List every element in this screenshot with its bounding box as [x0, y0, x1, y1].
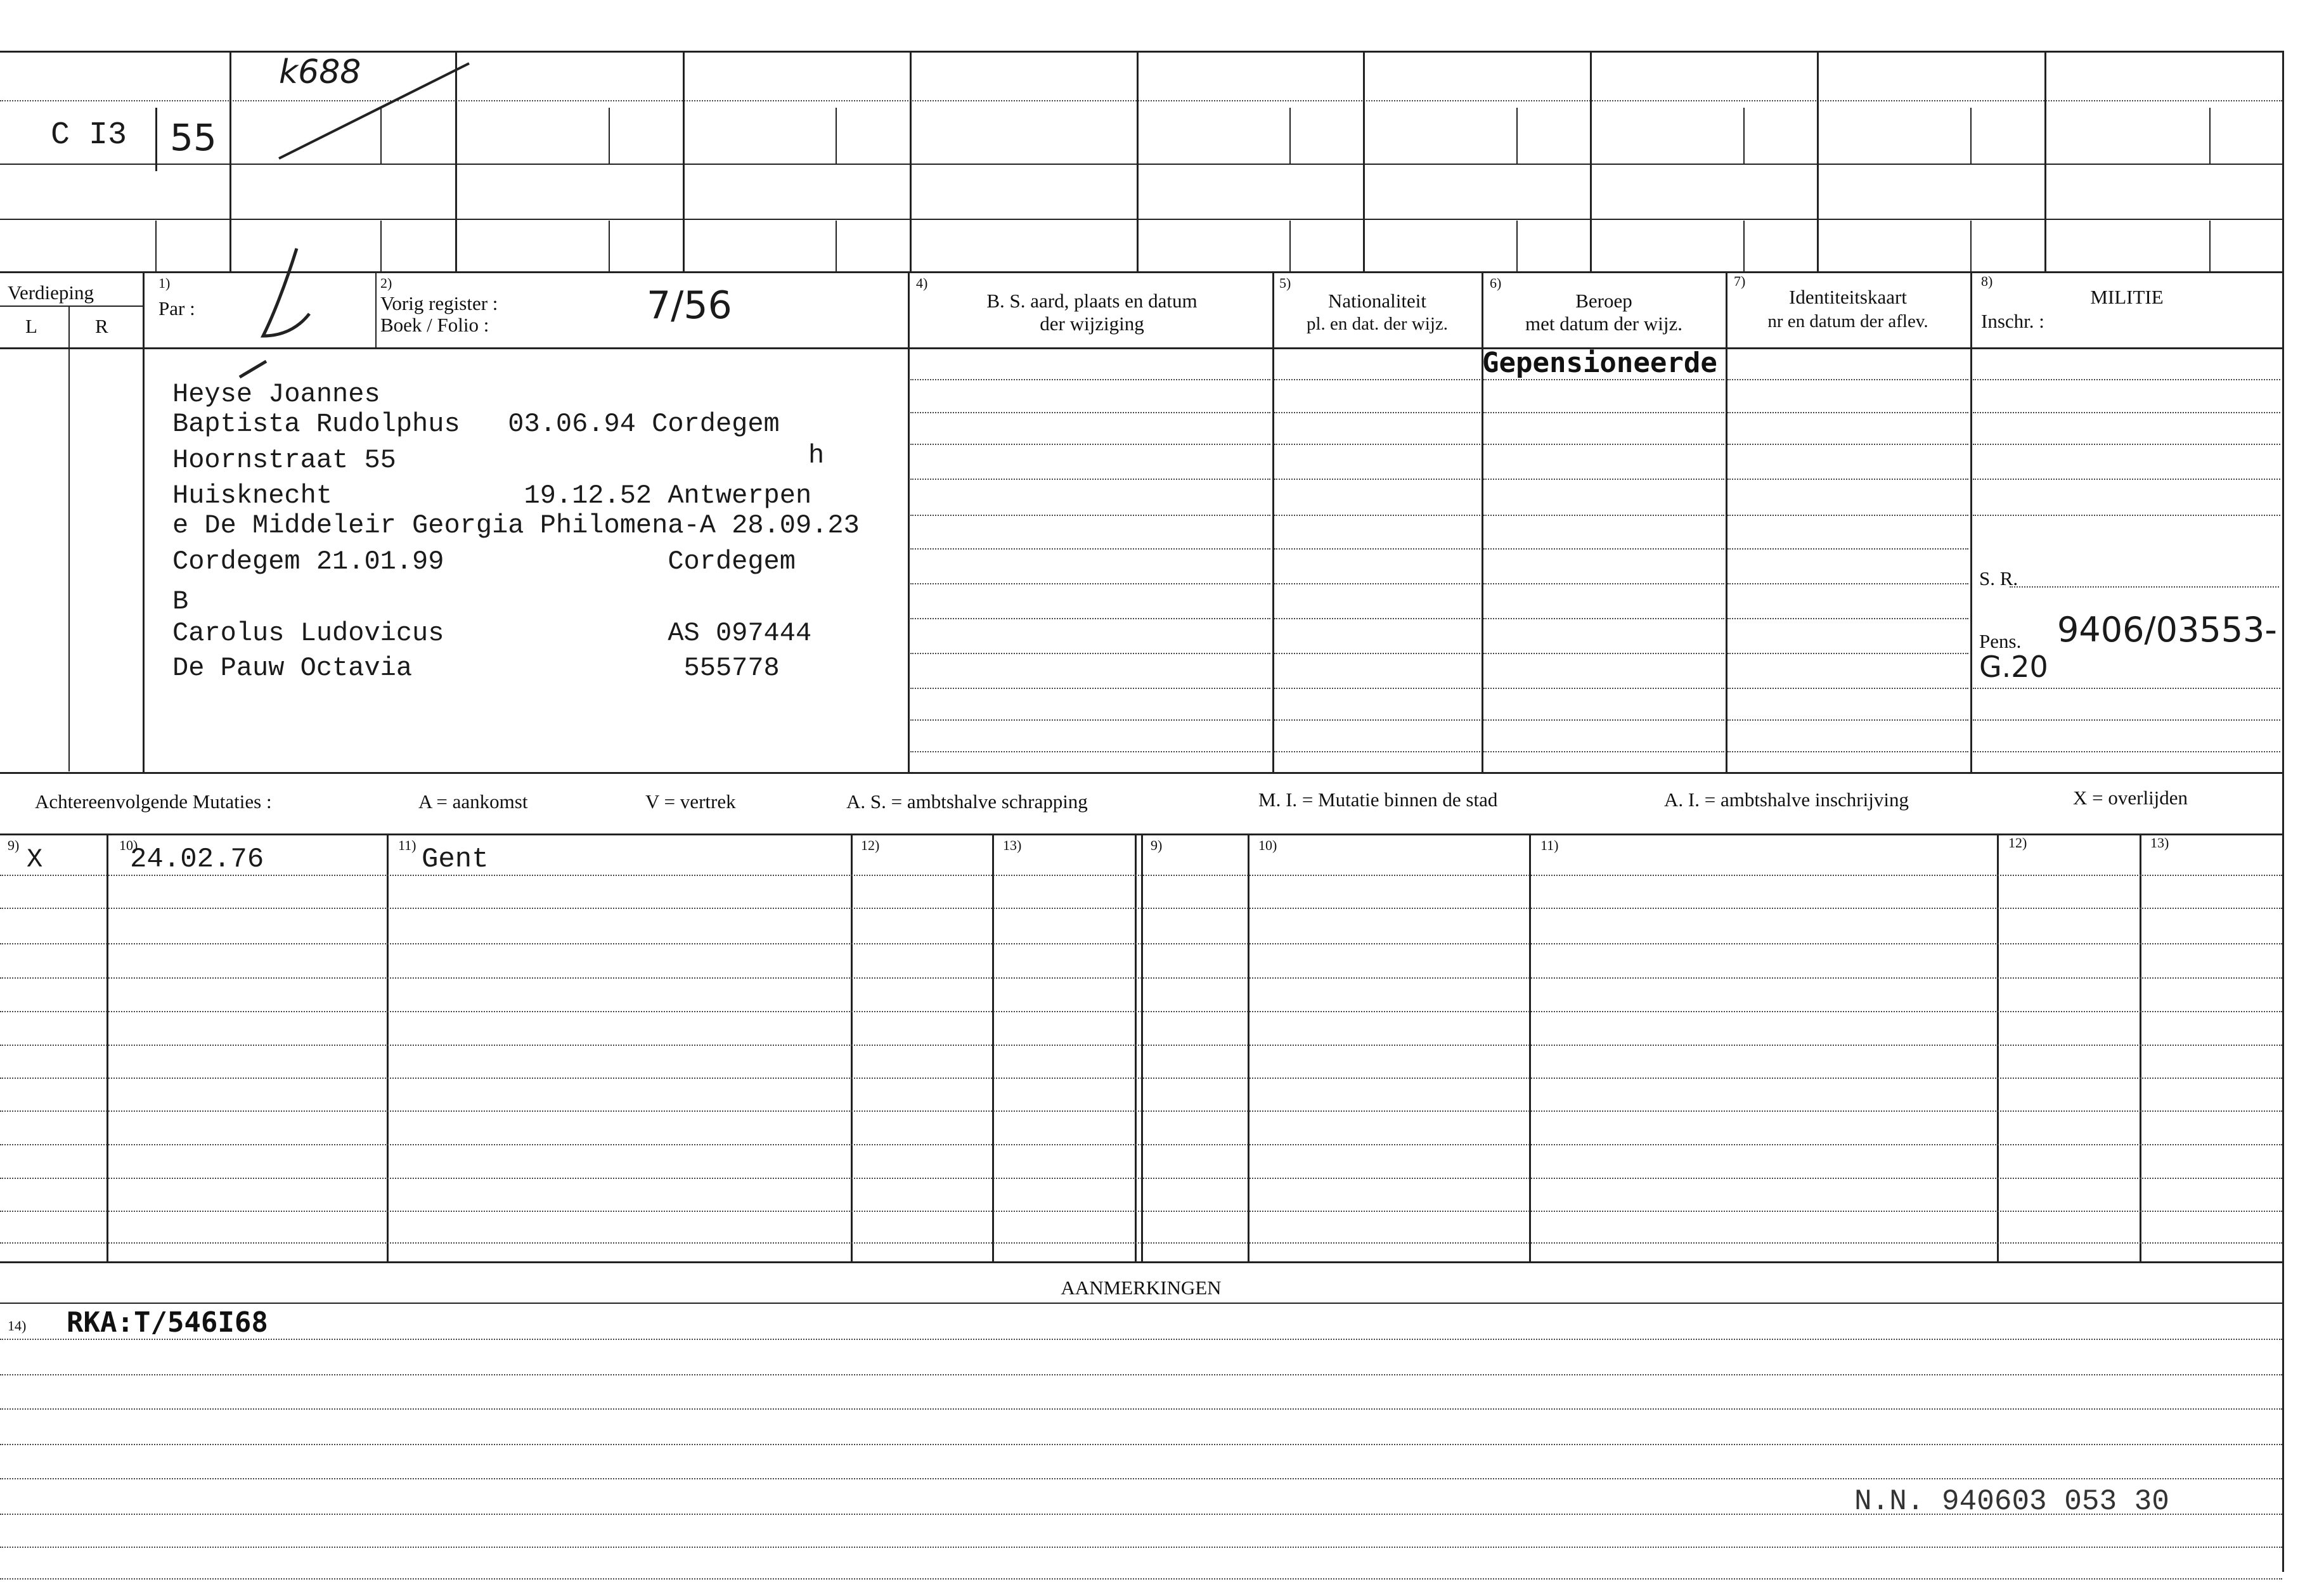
beroep-num: 6) [1490, 275, 1502, 291]
sub-col-line [836, 108, 837, 165]
beroep-header-line2: met datum der wijz. [1525, 312, 1682, 335]
ruling-line [1274, 444, 1480, 445]
ruling-line [910, 653, 1270, 654]
verdieping-r-label: R [95, 315, 108, 337]
ruling-line [0, 1045, 2282, 1046]
legend-aankomst: A = aankomst [418, 790, 528, 813]
mut-col-num: 12) [2008, 835, 2027, 851]
ruling-line [1483, 688, 1724, 689]
bs-header-line2: der wijziging [1040, 312, 1144, 335]
ruling-line [910, 548, 1270, 550]
mut-col-line [387, 835, 389, 1261]
mut-col-line [1997, 835, 1999, 1261]
ruling-line [1727, 751, 1968, 752]
ruling-line [0, 1178, 2282, 1179]
sub-col-line [1289, 108, 1291, 165]
ruling-line [0, 1211, 2282, 1212]
bs-header-line1: B. S. aard, plaats en datum [986, 290, 1198, 312]
ruling-line [0, 875, 2282, 876]
ruling-line [1973, 515, 2280, 516]
mut-col-line [1529, 835, 1531, 1261]
mut-col-num: 11) [398, 837, 416, 853]
ruling-line [1973, 412, 2280, 413]
ruling-line [1483, 719, 1724, 721]
person-line-8: Carolus Ludovicus AS 097444 [172, 618, 812, 648]
card-code-b: 55 [170, 116, 217, 159]
person-line-3: Hoornstraat 55 [172, 445, 396, 475]
top-col-line [1590, 52, 1592, 271]
ruling-line [910, 618, 1270, 619]
col-line-id [1726, 273, 1727, 772]
ruling-line [1483, 751, 1724, 752]
ruling-line [0, 1011, 2282, 1012]
mut-col-line [1248, 835, 1249, 1261]
inschr-label: Inschr. : [1981, 310, 2044, 332]
sub-col-line [1516, 108, 1518, 165]
pens-value-2: G.20 [1979, 650, 2048, 684]
sub-col-line [2209, 108, 2211, 165]
mut-col-num: 11) [1540, 837, 1559, 853]
mut-col-line [107, 835, 108, 1261]
verdieping-split [0, 306, 143, 307]
nat-header-line2: pl. en dat. der wijz. [1306, 314, 1449, 334]
ruling-line [1727, 515, 1968, 516]
ruling-line [1727, 548, 1968, 550]
ruling-line [910, 688, 1270, 689]
militie-title: MILITIE [2090, 286, 2164, 308]
ruling-line [1274, 719, 1480, 721]
ruling-line [910, 515, 1270, 516]
sr-line [2010, 586, 2279, 588]
mut-col-line [1141, 835, 1143, 1261]
top-scribble: k688 [279, 53, 361, 91]
mutation-place-value: Gent [422, 844, 489, 875]
remarks-title: AANMERKINGEN [1061, 1277, 1222, 1299]
mut-col-num: 9) [1151, 837, 1163, 853]
ruling-line [0, 1408, 2282, 1410]
person-line-7: B [172, 586, 189, 617]
sub-col-line [836, 221, 837, 271]
vorig-register-value: 7/56 [647, 283, 732, 328]
sub-col-line [155, 221, 157, 271]
header-top-border [0, 271, 2282, 273]
sr-label: S. R. [1979, 567, 2018, 589]
par-num: 1) [158, 275, 171, 291]
par-handwritten-mark [235, 241, 330, 380]
top-col-line [1817, 52, 1819, 271]
ruling-line [1483, 515, 1724, 516]
ruling-line [1727, 653, 1968, 654]
sub-col-line [1743, 108, 1745, 165]
col-line-par [143, 273, 145, 772]
verdieping-lr-divider [68, 306, 70, 771]
ruling-line [910, 583, 1270, 584]
mut-col-num: 10) [1258, 837, 1277, 853]
boek-folio-label: Boek / Folio : [380, 314, 489, 336]
ruling-line [1727, 583, 1968, 584]
ruling-line [1727, 479, 1968, 480]
beroep-header-line1: Beroep [1575, 290, 1632, 312]
mut-col-line [851, 835, 853, 1261]
ruling-line [0, 1547, 2282, 1548]
legend-ambtshalve-inschrijving: A. I. = ambtshalve inschrijving [1664, 788, 1909, 811]
legend-mutatie-binnen-stad: M. I. = Mutatie binnen de stad [1258, 788, 1498, 811]
ruling-line [1727, 688, 1968, 689]
legend-vertrek: V = vertrek [645, 790, 736, 813]
ruling-line [0, 1578, 2282, 1580]
col-line-nat [1272, 273, 1274, 772]
legend-overlijden: X = overlijden [2073, 787, 2188, 809]
ruling-line [1274, 479, 1480, 480]
ruling-line [1483, 653, 1724, 654]
ruling-line [1973, 379, 2280, 380]
pens-value-1: 9406/03553- [2057, 610, 2277, 650]
sub-col-line [1516, 221, 1518, 271]
ruling-line [1274, 653, 1480, 654]
ruling-line [1727, 719, 1968, 721]
code-divider [155, 108, 157, 171]
ruling-line [1483, 618, 1724, 619]
ruling-line [1727, 444, 1968, 445]
ruling-line [0, 1078, 2282, 1079]
ruling-line [910, 479, 1270, 480]
person-bottom-border [0, 772, 2282, 774]
ruling-line [910, 444, 1270, 445]
ruling-line [0, 943, 2282, 944]
legend-title: Achtereenvolgende Mutaties : [35, 790, 272, 813]
pens-label: Pens. [1979, 630, 2022, 652]
mut-col-num: 13) [1003, 837, 1022, 853]
right-border [2282, 51, 2284, 1572]
ruling-line [1274, 548, 1480, 550]
ruling-line [1973, 688, 2280, 689]
ruling-line [1274, 618, 1480, 619]
col-line-militie [1970, 273, 1972, 772]
remarks-num: 14) [8, 1318, 27, 1334]
mut-col-num: 10) [119, 837, 138, 853]
person-line-6: Cordegem 21.01.99 Cordegem [172, 546, 796, 577]
id-num: 7) [1734, 273, 1746, 289]
mut-col-line [1135, 835, 1137, 1261]
ruling-line [0, 1444, 2282, 1445]
ruling-line [1973, 444, 2280, 445]
col-line-bs [908, 273, 910, 772]
top-col-line [229, 52, 231, 271]
vorig-num: 2) [380, 275, 392, 291]
document-number: N.N. 940603 053 30 [1854, 1485, 2169, 1518]
ruling-line [1483, 444, 1724, 445]
card-code-a: C I3 [51, 117, 127, 153]
sub-col-line [1970, 221, 1972, 271]
beroep-value: Gepensioneerde [1482, 347, 1717, 379]
sub-col-line [2209, 221, 2211, 271]
top-col-line [683, 52, 685, 271]
ruling-line [910, 719, 1270, 721]
person-line-1: Heyse Joannes [172, 379, 380, 409]
ruling-line [1483, 379, 1724, 380]
person-line-4: Huisknecht 19.12.52 Antwerpen [172, 480, 812, 511]
ruling-line [910, 412, 1270, 413]
ruling-line [1274, 751, 1480, 752]
vorig-register-label: Vorig register : [380, 292, 498, 314]
top-col-line [2044, 52, 2046, 271]
ruling-line [0, 908, 2282, 909]
legend-ambtshalve-schrapping: A. S. = ambtshalve schrapping [846, 790, 1088, 813]
mutation-date-value: 24.02.76 [130, 844, 264, 875]
ruling-line [0, 1242, 2282, 1244]
mut-col-line [2140, 835, 2141, 1261]
ruling-line [1483, 583, 1724, 584]
ruling-line [1274, 515, 1480, 516]
person-mark-h: h [808, 441, 825, 471]
ruling-line [0, 1110, 2282, 1112]
top-col-line [1363, 52, 1365, 271]
col-line-vorig [375, 273, 377, 347]
diagonal-stroke [266, 57, 475, 165]
mut-col-num: 12) [861, 837, 880, 853]
par-label: Par : [158, 297, 195, 319]
mutations-bottom-border [0, 1261, 2282, 1263]
remarks-value: RKA:T/546I68 [67, 1306, 268, 1339]
militie-num: 8) [1981, 273, 1993, 289]
remarks-line [0, 1303, 2282, 1304]
ruling-line [1973, 479, 2280, 480]
sub-col-line [1743, 221, 1745, 271]
ruling-line [0, 1339, 2282, 1340]
ruling-line [1483, 479, 1724, 480]
mut-col-line [992, 835, 994, 1261]
nat-num: 5) [1279, 275, 1291, 291]
ruling-line [0, 1144, 2282, 1145]
sub-col-line [380, 221, 382, 271]
sub-col-line [609, 221, 610, 271]
ruling-line [1727, 618, 1968, 619]
ruling-line [1483, 412, 1724, 413]
sub-col-line [1970, 108, 1972, 165]
id-header-line2: nr en datum der aflev. [1767, 311, 1928, 331]
id-header-line1: Identiteitskaart [1789, 286, 1907, 308]
ruling-line [1727, 379, 1968, 380]
mut-col-num: 9) [8, 837, 20, 853]
ruling-line [1973, 719, 2280, 721]
top-row-line [0, 219, 2282, 220]
ruling-line [1274, 688, 1480, 689]
ruling-line [1274, 412, 1480, 413]
verdieping-label: Verdieping [8, 281, 94, 304]
top-col-line [910, 52, 912, 271]
ruling-line [910, 379, 1270, 380]
bs-num: 4) [916, 275, 928, 291]
mut-col-num: 13) [2150, 835, 2169, 851]
person-line-9: De Pauw Octavia 555778 [172, 653, 780, 683]
ruling-line [0, 977, 2282, 979]
person-line-5: e De Middeleir Georgia Philomena-A 28.09.23 [172, 510, 860, 541]
sub-col-line [1289, 221, 1291, 271]
sub-col-line [609, 108, 610, 165]
verdieping-l-label: L [25, 315, 37, 337]
nat-header-line1: Nationaliteit [1328, 290, 1426, 312]
ruling-line [0, 1478, 2282, 1479]
ruling-line [1483, 548, 1724, 550]
ruling-line [0, 1374, 2282, 1375]
ruling-line [1727, 412, 1968, 413]
ruling-line [1274, 379, 1480, 380]
header-bottom-border [0, 347, 2282, 349]
person-line-2: Baptista Rudolphus 03.06.94 Cordegem [172, 409, 780, 439]
ruling-line [1274, 583, 1480, 584]
ruling-line [910, 751, 1270, 752]
mutation-type-value: X [27, 844, 43, 875]
ruling-line [1973, 751, 2280, 752]
top-col-line [1137, 52, 1139, 271]
